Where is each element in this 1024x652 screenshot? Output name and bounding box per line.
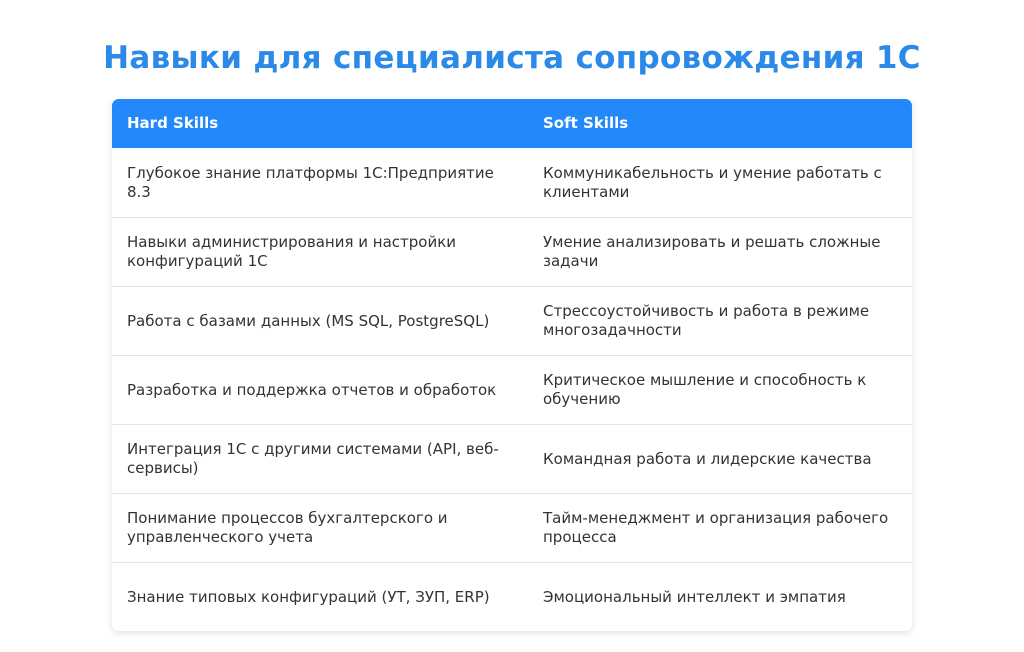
table-row — [112, 493, 912, 562]
table-body — [112, 148, 912, 631]
hard-skill-cell: Интеграция 1С с другими системами (API, веб-сервисы) — [127, 440, 499, 477]
soft-skill-cell: Эмоциональный интеллект и эмпатия — [543, 587, 846, 606]
table-row — [112, 562, 912, 631]
table-header — [112, 99, 912, 148]
hard-skill-cell: Понимание процессов бухгалтерского и управленческого учета — [127, 509, 448, 546]
table-row — [112, 355, 912, 424]
hard-skill-cell: Глубокое знание платформы 1С:Предприятие 8.3 — [127, 163, 494, 201]
soft-skill-cell: Командная работа и лидерские качества — [543, 449, 872, 468]
soft-skill-cell: Тайм-менеджмент и организация рабочего процесса — [543, 509, 889, 546]
table-row — [112, 424, 912, 493]
hard-skill-cell: Работа с базами данных (MS SQL, PostgreSQL) — [127, 311, 490, 330]
header-hard-skills: Hard Skills — [127, 114, 219, 132]
hard-skill-cell: Навыки администрирования и настройки конфигураций 1С — [127, 233, 457, 270]
hard-skill-cell: Знание типовых конфигураций (УТ, ЗУП, ERP) — [127, 587, 490, 606]
header-soft-skills: Soft Skills — [543, 114, 629, 132]
soft-skill-cell: Умение анализировать и решать сложные задачи — [543, 233, 881, 270]
table-row — [112, 217, 912, 286]
table-row — [112, 286, 912, 355]
page-title: Навыки для специалиста сопровождения 1С — [103, 40, 921, 76]
skills-table — [112, 99, 912, 631]
soft-skill-cell: Критическое мышление и способность к обучению — [543, 371, 867, 408]
table-row — [112, 148, 912, 217]
soft-skill-cell: Стрессоустойчивость и работа в режиме многозадачности — [543, 302, 870, 339]
hard-skill-cell: Разработка и поддержка отчетов и обработок — [127, 380, 497, 399]
soft-skill-cell: Коммуникабельность и умение работать с клиентами — [543, 163, 882, 201]
